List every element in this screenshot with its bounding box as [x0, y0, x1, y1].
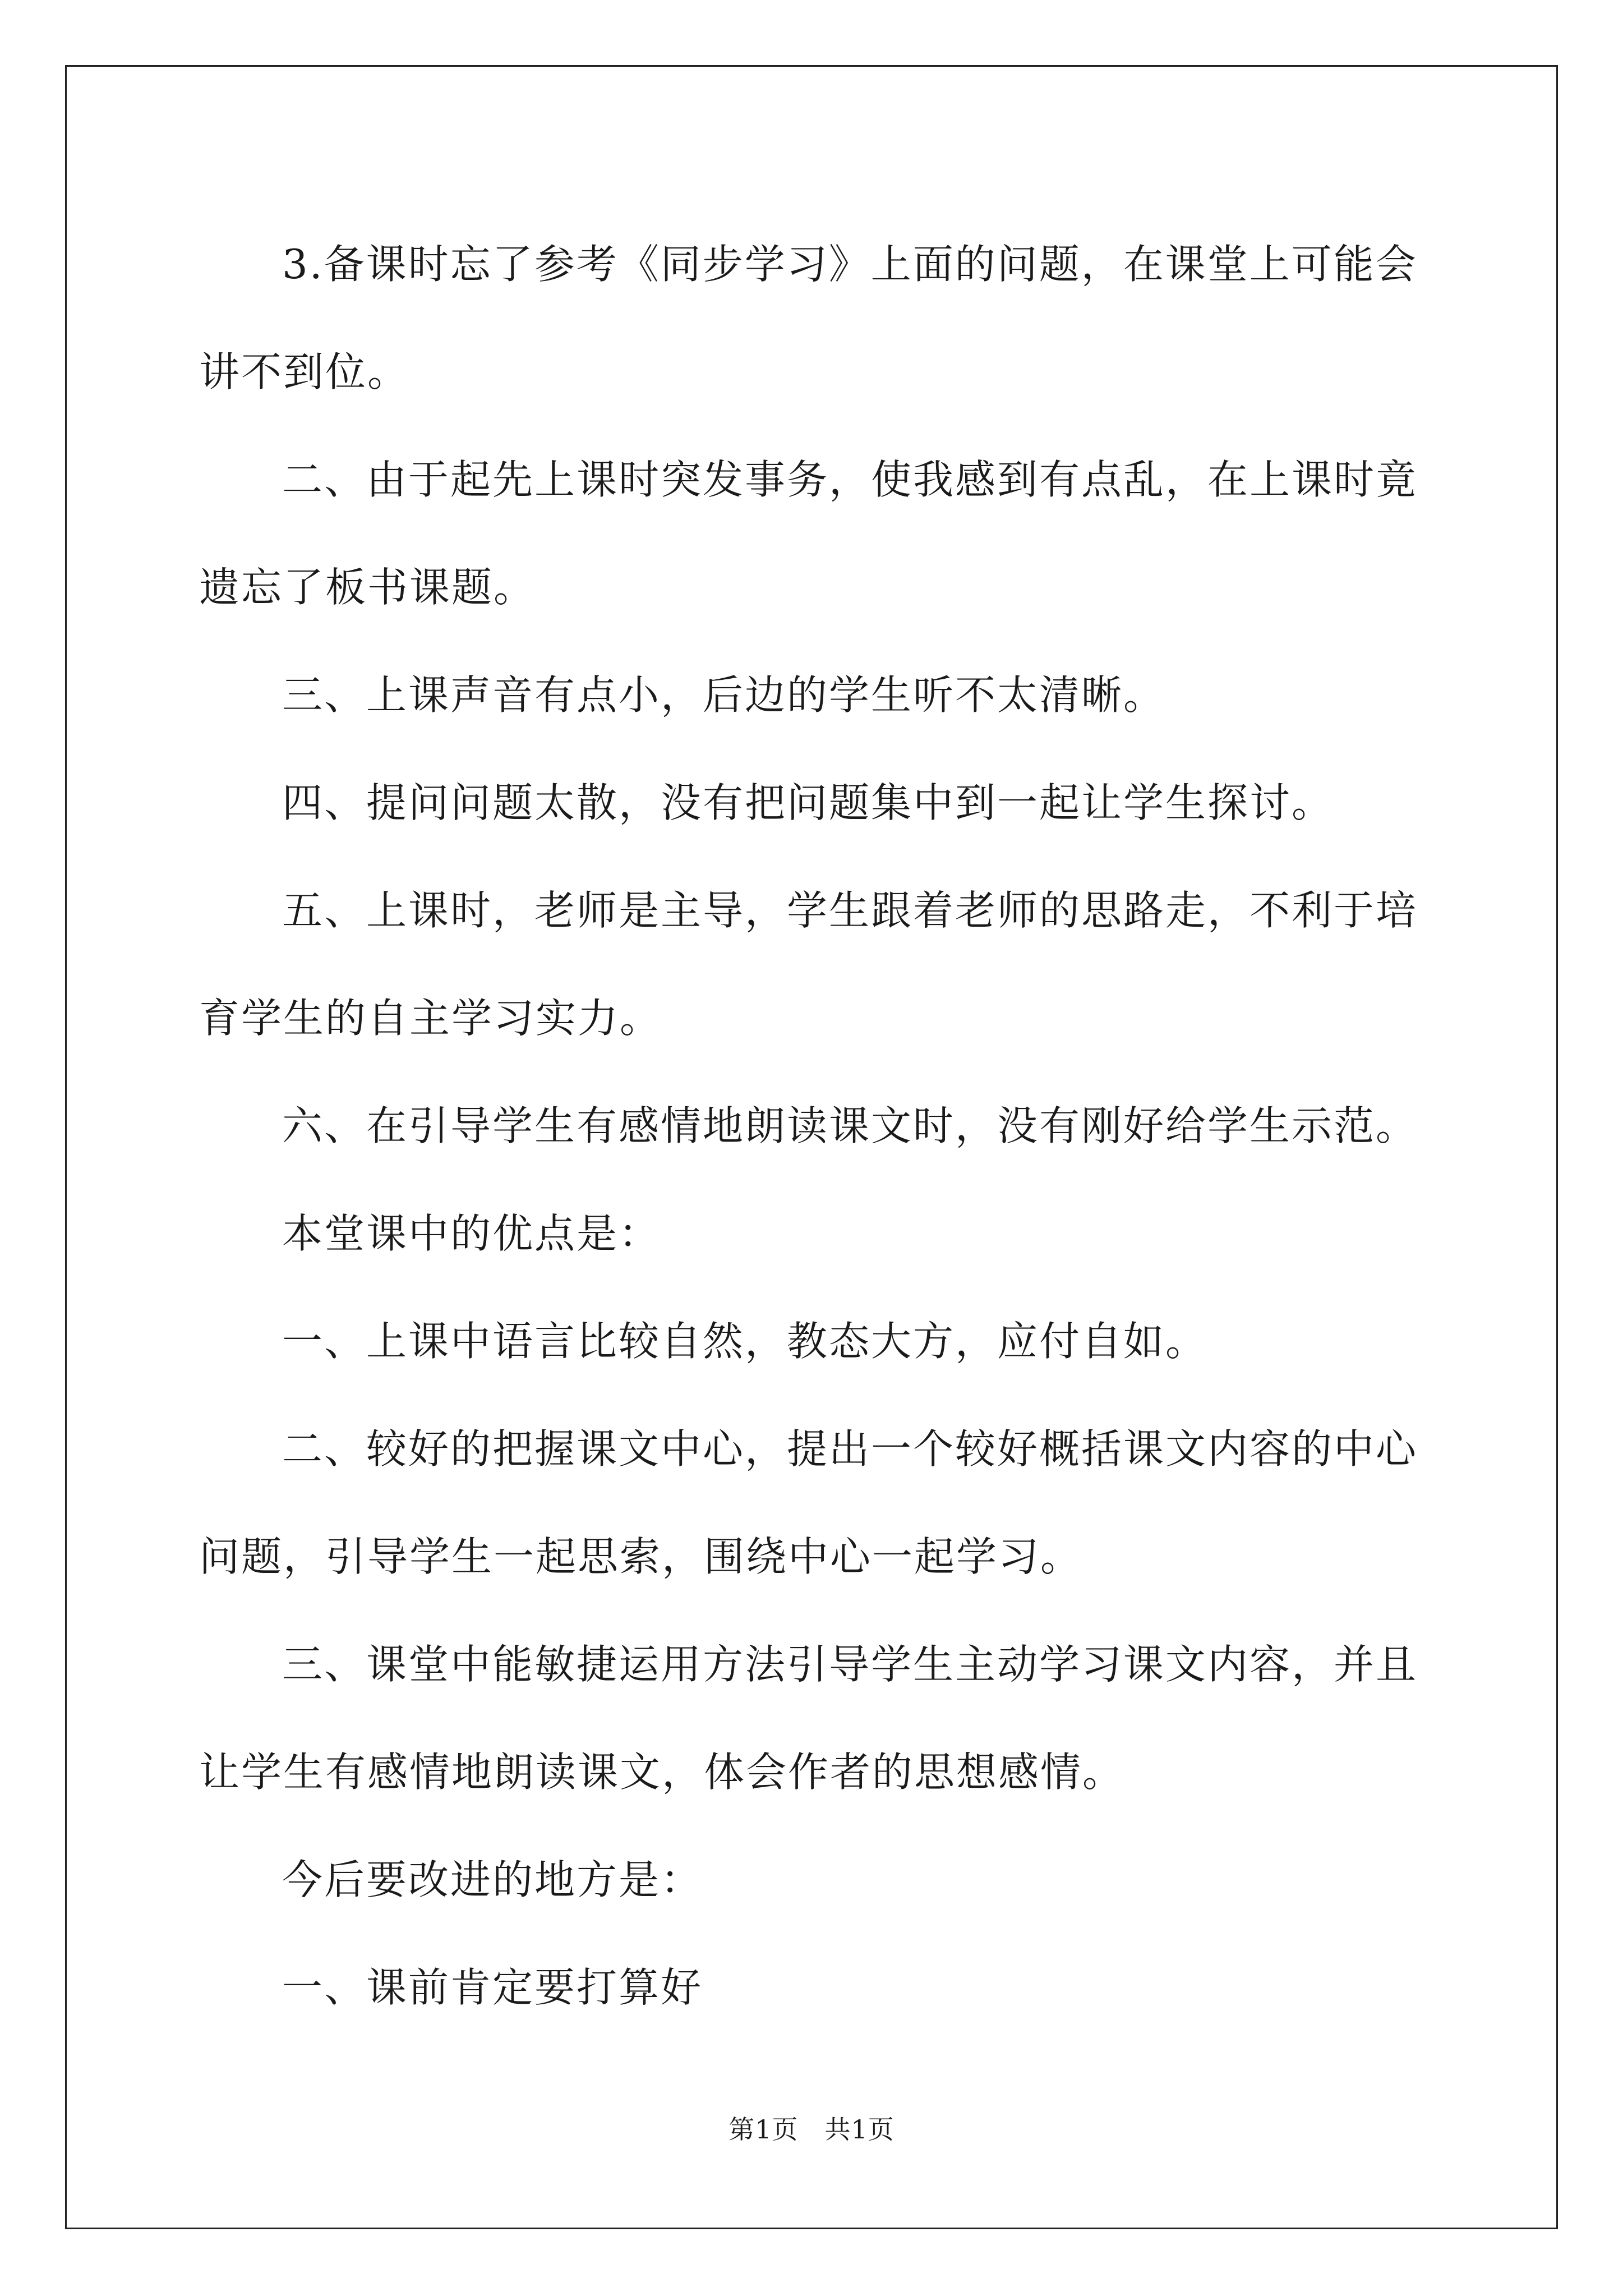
- paragraph: 二、由于起先上课时突发事务，使我感到有点乱，在上课时竟遗忘了板书课题。: [199, 456, 1418, 611]
- paragraph: 六、在引导学生有感情地朗读课文时，没有刚好给学生示范。: [282, 1102, 1418, 1149]
- page-total: 共1页: [824, 2114, 895, 2145]
- paragraph: 五、上课时，老师是主导，学生跟着老师的思路走，不利于培育学生的自主学习实力。: [199, 887, 1418, 1042]
- paragraph: 三、上课声音有点小，后边的学生听不太清晰。: [282, 671, 1166, 719]
- document-body: [199, 210, 1427, 2041]
- paragraph: 二、较好的把握课文中心，提出一个较好概括课文内容的中心问题，引导学生一起思索，围绕中心一起学习。: [199, 1425, 1418, 1580]
- paragraph: 3.备课时忘了参考《同步学习》上面的问题，在课堂上可能会讲不到位。: [199, 241, 1418, 395]
- paragraph: 四、提问问题太散，没有把问题集中到一起让学生探讨。: [282, 779, 1334, 826]
- paragraph: 一、课前肯定要打算好: [282, 1964, 703, 2011]
- page-number: 第1页: [728, 2114, 799, 2145]
- paragraph: 本堂课中的优点是：: [282, 1210, 661, 1257]
- paragraph: 一、上课中语言比较自然，教态大方，应付自如。: [282, 1318, 1208, 1365]
- paragraph: 三、课堂中能敏捷运用方法引导学生主动学习课文内容，并且让学生有感情地朗读课文，体会作者的思想感情。: [199, 1641, 1418, 1796]
- paragraph: 今后要改进的地方是：: [282, 1856, 703, 1903]
- page-footer: [0, 2109, 1623, 2146]
